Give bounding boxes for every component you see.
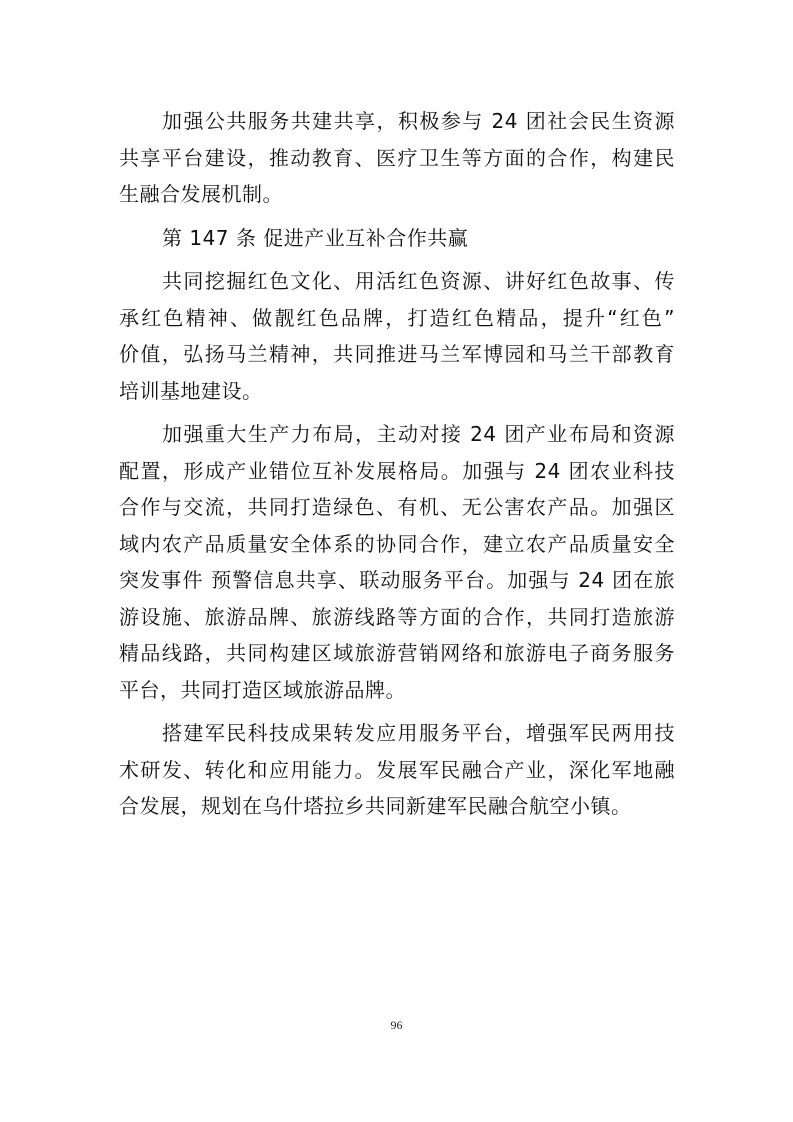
document-body: [119, 103, 675, 825]
paragraph-line: 培训基地建设。: [119, 378, 263, 403]
paragraph-gap: [119, 213, 675, 220]
paragraph-line: 生融合发展机制。: [119, 182, 283, 206]
paragraph-line: 平台，共同打造区域旅游品牌。: [119, 677, 406, 702]
paragraph-gap: [119, 708, 675, 715]
paragraph-gap: [119, 409, 675, 416]
paragraph-gap: [119, 256, 675, 263]
paragraph-line: 合发展，规划在乌什塔拉乡共同新建军民融合航空小镇。: [119, 794, 632, 818]
paragraph-line: 合作与交流，共同打造绿色、有机、无公害农产品。加强区: [119, 495, 675, 519]
paragraph-line: 承红色精神、做靓红色品牌，打造红色精品，提升“红色”: [119, 305, 675, 330]
paragraph-line: 共享平台建设，推动教育、医疗卫生等方面的合作，构建民: [119, 145, 675, 170]
paragraph-line: 配置，形成产业错位互补发展格局。加强与 24 团农业科技: [119, 458, 675, 483]
paragraph-line: 域内农产品质量安全体系的协同合作，建立农产品质量安全: [119, 531, 675, 556]
paragraph-line: 搭建军民科技成果转发应用服务平台，增强军民两用技: [162, 721, 675, 745]
paragraph-line: 突发事件 预警信息共享、联动服务平台。加强与 24 团在旅: [119, 568, 675, 592]
page-number: 96: [390, 1018, 403, 1032]
paragraph-line: 游设施、旅游品牌、旅游线路等方面的合作，共同打造旅游: [119, 604, 675, 629]
paragraph-public-services: [119, 103, 675, 213]
paragraph-line: 价值，弘扬马兰精神，共同推进马兰军博园和马兰干部教育: [119, 342, 675, 366]
paragraph-line: 术研发、转化和应用能力。发展军民融合产业，深化军地融: [119, 757, 675, 782]
paragraph-line: 加强公共服务共建共享，积极参与 24 团社会民生资源: [162, 109, 675, 133]
paragraph-line: 加强重大生产力布局，主动对接 24 团产业布局和资源: [162, 422, 675, 446]
section-heading: 第 147 条 促进产业互补合作共赢: [162, 225, 469, 250]
paragraph-line: 共同挖掘红色文化、用活红色资源、讲好红色故事、传: [162, 269, 675, 293]
paragraph-line: 精品线路，共同构建区域旅游营销网络和旅游电子商务服务: [119, 641, 675, 665]
paragraph-red-culture: [119, 263, 675, 409]
paragraph-industry-layout: [119, 416, 675, 708]
paragraph-military-civil: [119, 715, 675, 825]
